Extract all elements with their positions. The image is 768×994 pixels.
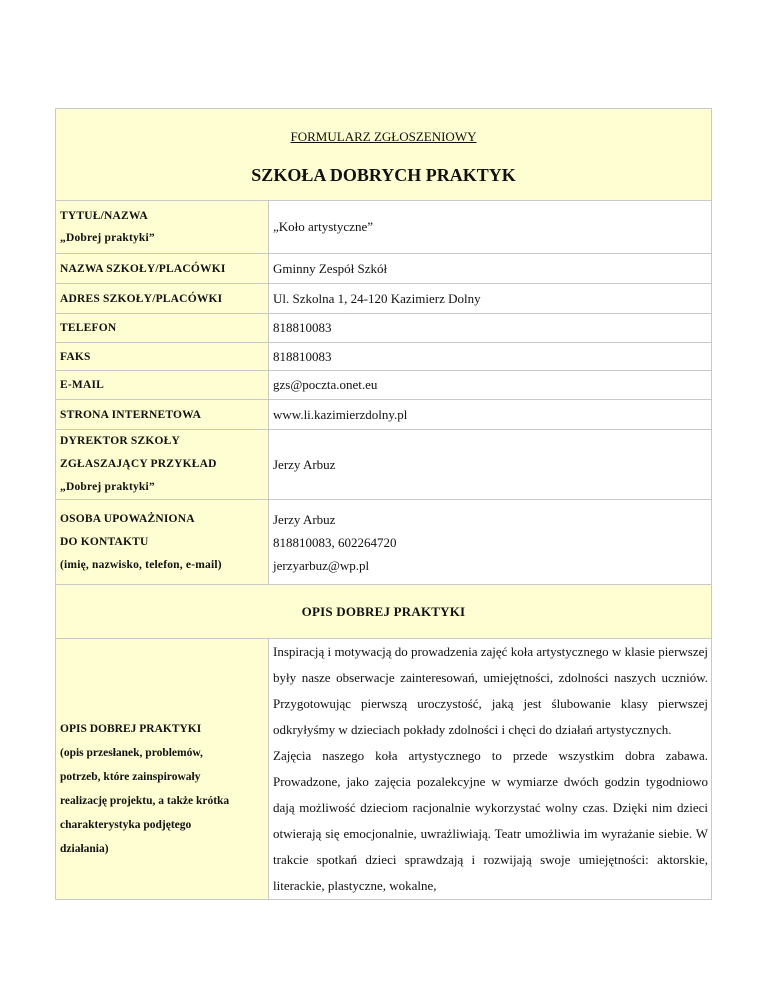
contact-name: Jerzy Arbuz xyxy=(273,511,336,527)
contact-person-value xyxy=(269,500,711,585)
description-label-line-4: realizację projektu, a także krótka xyxy=(60,795,230,807)
description-label-line-3: potrzeb, które zainspirowały xyxy=(60,771,201,783)
title-label-line: TYTUŁ/NAZWA xyxy=(60,210,148,222)
form-heading: FORMULARZ ZGŁOSZENIOWY xyxy=(290,129,477,144)
school-name-label: NAZWA SZKOŁY/PLACÓWKI xyxy=(56,254,269,284)
school-name-value: Gminny Zespół Szkół xyxy=(269,254,711,284)
form-title: SZKOŁA DOBRYCH PRAKTYK xyxy=(251,165,516,185)
school-address-label: ADRES SZKOŁY/PLACÓWKI xyxy=(56,284,269,314)
director-label-line-1: DYREKTOR SZKOŁY xyxy=(60,435,181,447)
director-label-line-3: „Dobrej praktyki” xyxy=(60,481,155,493)
website-value: www.li.kazimierzdolny.pl xyxy=(269,400,711,430)
application-form xyxy=(55,108,712,900)
description-paragraph: Inspiracją i motywacją do prowadzenia zajęć koła artystycznego w klasie pierwszej były nasze obserwacje zainteresowań, umiejętności, zdolności naszych uczniów. Przygotowując pierwszą uroczystość, jaką jest ślubowanie klasy pierwszej odkryłyśmy w dzieciach pokłady zdolności i chęci do działań artystycznych. xyxy=(273,644,708,737)
school-address-value: Ul. Szkolna 1, 24-120 Kazimierz Dolny xyxy=(269,284,711,314)
description-paragraph: Zajęcia naszego koła artystycznego to przede wszystkim dobra zabawa. Prowadzone, jako zajęcia pozalekcyjne w wymiarze dwóch godzin tygodniowo dają możliwość dzieciom racjonalnie wykorzystać wolny czas. Dzięki nim dzieci otwierają się emocjonalnie, uwrażliwiają. Teatr umożliwia im wyrażanie siebie. W trakcie spotkań dzieci sprawdzają i rozwijają swoje umiejętności: aktorskie, literackie, plastyczne, wokalne, xyxy=(273,748,708,893)
description-text xyxy=(269,639,711,900)
fax-label: FAKS xyxy=(56,343,269,371)
title-label-sub: „Dobrej praktyki” xyxy=(60,232,155,244)
director-label xyxy=(56,430,269,500)
director-value: Jerzy Arbuz xyxy=(269,430,711,500)
description-label-line-5: charakterystyka podjętego xyxy=(60,819,192,831)
form-header xyxy=(56,109,711,201)
phone-value: 818810083 xyxy=(269,314,711,343)
contact-person-label xyxy=(56,500,269,585)
title-label xyxy=(56,201,269,254)
fax-value: 818810083 xyxy=(269,343,711,371)
contact-person-label-line-3: (imię, nazwisko, telefon, e-mail) xyxy=(60,558,222,571)
title-value: „Koło artystyczne” xyxy=(269,201,711,254)
director-label-line-2: ZGŁASZAJĄCY PRZYKŁAD xyxy=(60,458,217,470)
description-label-line-2: (opis przesłanek, problemów, xyxy=(60,747,203,759)
contact-person-label-line-1: OSOBA UPOWAŻNIONA xyxy=(60,512,195,525)
contact-phones: 818810083, 602264720 xyxy=(273,534,397,550)
description-section-header: OPIS DOBREJ PRAKTYKI xyxy=(56,585,711,639)
phone-label: TELEFON xyxy=(56,314,269,343)
contact-email: jerzyarbuz@wp.pl xyxy=(273,557,370,573)
email-label: E-MAIL xyxy=(56,371,269,400)
website-label: STRONA INTERNETOWA xyxy=(56,400,269,430)
email-value: gzs@poczta.onet.eu xyxy=(269,371,711,400)
description-label xyxy=(56,639,269,900)
description-label-line-6: działania) xyxy=(60,843,109,855)
description-label-title: OPIS DOBREJ PRAKTYKI xyxy=(60,723,202,735)
contact-person-label-line-2: DO KONTAKTU xyxy=(60,535,149,548)
